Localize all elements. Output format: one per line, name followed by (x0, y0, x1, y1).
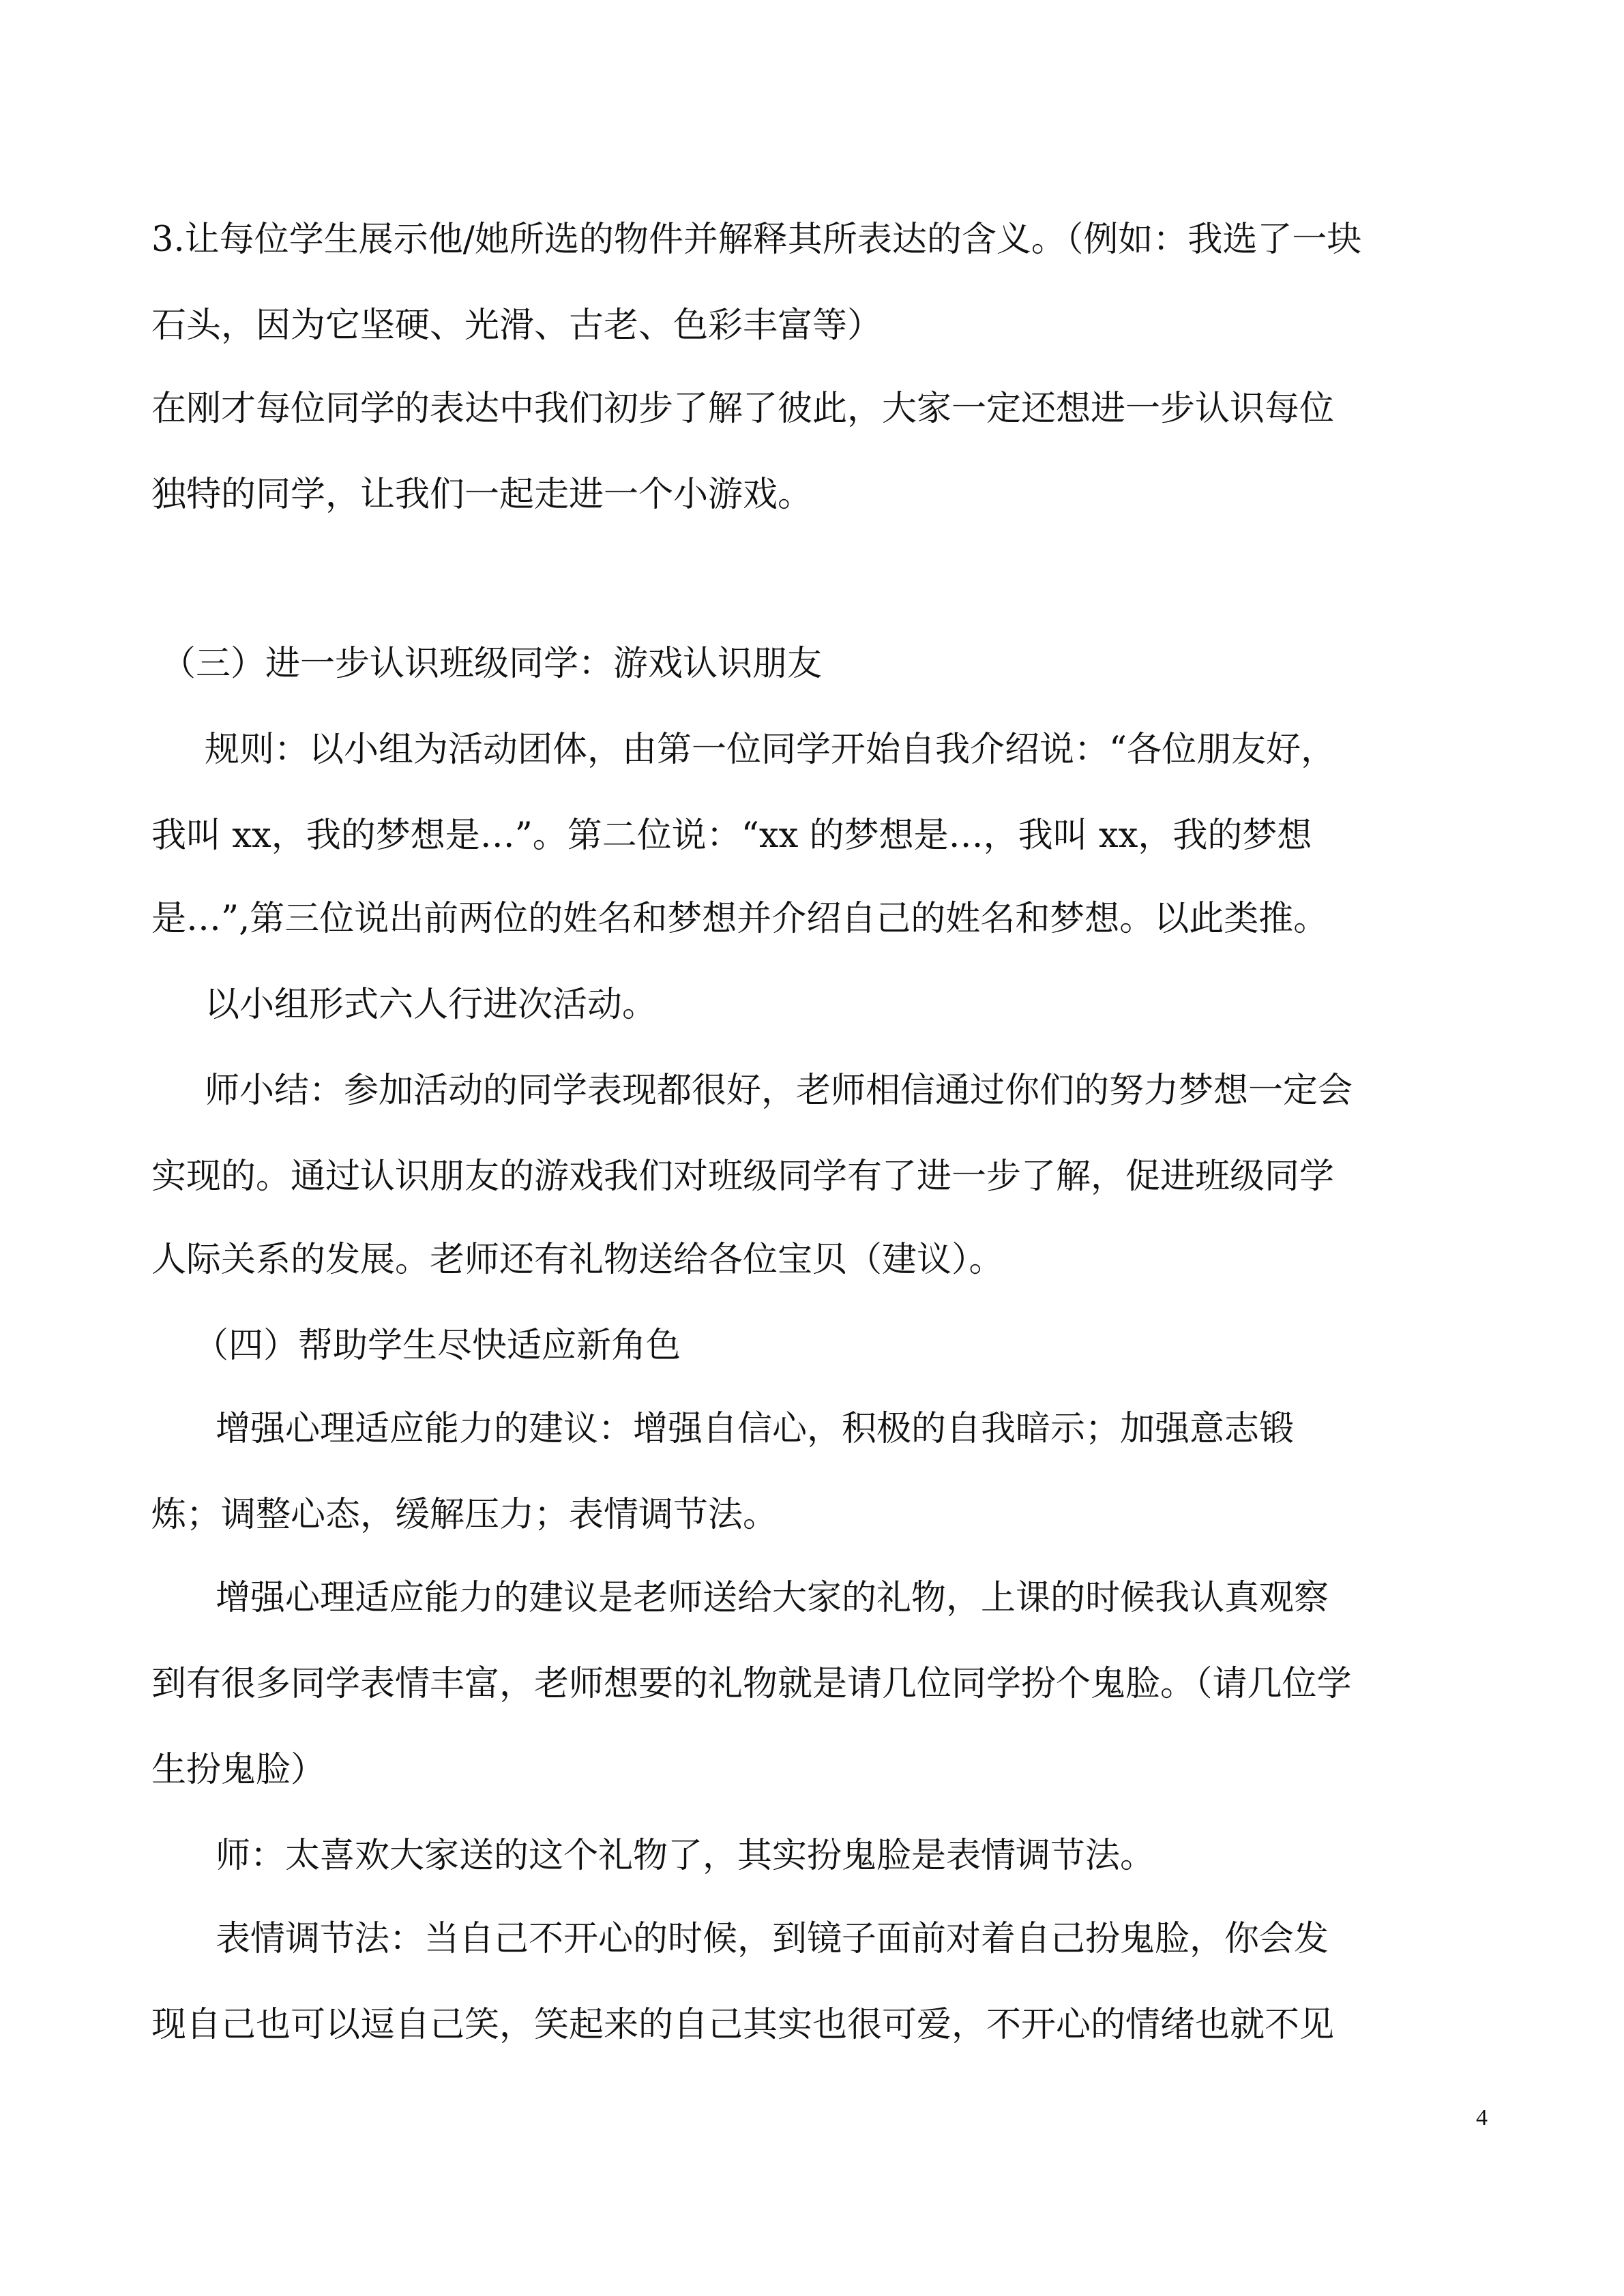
section-heading: （三）进一步认识班级同学：游戏认识朋友 (161, 644, 823, 684)
text-line: 炼；调整心态，缓解压力；表情调节法。 (151, 1495, 778, 1535)
text-line: 师小结：参加活动的同学表现都很好，老师相信通过你们的努力梦想一定会 (205, 1071, 1353, 1111)
text-line: 师：太喜欢大家送的这个礼物了，其实扮鬼脸是表情调节法。 (216, 1836, 1155, 1876)
text-line: 在刚才每位同学的表达中我们初步了解了彼此，大家一定还想进一步认识每位 (151, 389, 1335, 429)
text-line: 我叫 xx，我的梦想是…”。第二位说：“xx 的梦想是…，我叫 xx，我的梦想 (151, 816, 1312, 856)
text-line: 生扮鬼脸） (151, 1750, 326, 1790)
text-line: 独特的同学，让我们一起走进一个小游戏。 (151, 475, 813, 515)
text-line: 3.让每位学生展示他/她所选的物件并解释其所表达的含义。（例如：我选了一块 (151, 220, 1362, 260)
text-line: 增强心理适应能力的建议是老师送给大家的礼物，上课的时候我认真观察 (216, 1578, 1329, 1618)
text-line: 到有很多同学表情丰富，老师想要的礼物就是请几位同学扮个鬼脸。（请几位学 (151, 1664, 1352, 1704)
text-line: 规则：以小组为活动团体，由第一位同学开始自我介绍说：“各位朋友好， (205, 730, 1336, 770)
text-line: 实现的。通过认识朋友的游戏我们对班级同学有了进一步了解，促进班级同学 (151, 1157, 1335, 1197)
text-line: 人际关系的发展。老师还有礼物送给各位宝贝（建议）。 (151, 1240, 1004, 1280)
text-line: 增强心理适应能力的建议：增强自信心，积极的自我暗示；加强意志锻 (216, 1409, 1295, 1449)
page-number: 4 (1476, 2105, 1488, 2130)
text-line: 现自己也可以逗自己笑，笑起来的自己其实也很可爱，不开心的情绪也就不见 (151, 2005, 1335, 2045)
section-heading: （四）帮助学生尽快适应新角色 (194, 1326, 681, 1366)
text-line: 以小组形式六人行进次活动。 (205, 985, 658, 1025)
text-line: 石头，因为它坚硬、光滑、古老、色彩丰富等） (151, 305, 883, 346)
text-line: 是…”,第三位说出前两位的姓名和梦想并介绍自己的姓名和梦想。以此类推。 (151, 899, 1329, 939)
text-line: 表情调节法：当自己不开心的时候，到镜子面前对着自己扮鬼脸，你会发 (216, 1919, 1329, 1959)
